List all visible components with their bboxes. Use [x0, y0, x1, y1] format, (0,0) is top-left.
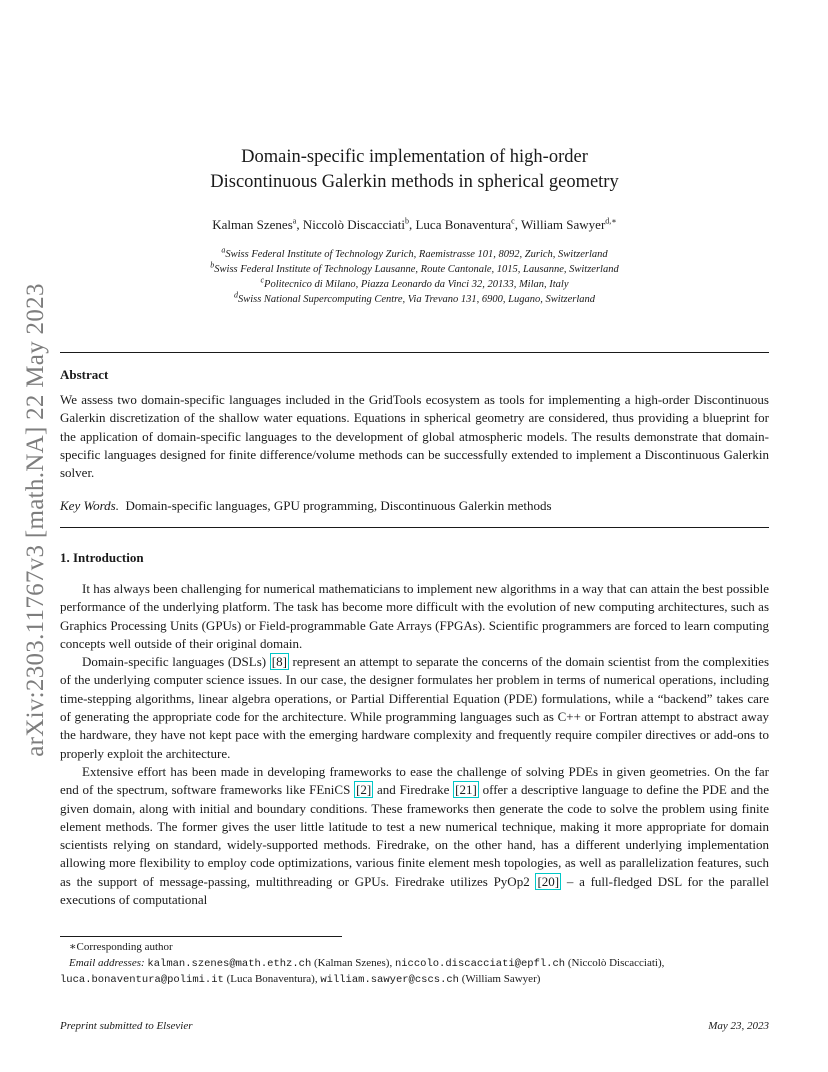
citation-link[interactable]: [21] [455, 782, 477, 798]
title-line-1: Domain-specific implementation of high-order [241, 147, 588, 167]
author-list [60, 217, 769, 233]
footer-left: Preprint submitted to Elsevier [60, 1020, 193, 1032]
author: William Sawyer$^{d,∗}$ [520, 216, 617, 232]
citation-link[interactable]: [8] [271, 654, 287, 670]
footnote [60, 940, 769, 989]
footnote-rule [60, 936, 342, 937]
arxiv-sidebar [0, 0, 56, 1072]
paragraph: Domain-specific languages (DSLs) [8] represent an attempt to separate the concerns of the domain scientist from the complexities of the underlying computer science issues. In our case, the designer formulates her problem in terms of numerical operations, including time-stepping algorithms, linear algebra operations, or Partial Differential Equation (PDE) formulations, while a “backend” takes care of generating the appropriate code for the architecture. While programming languages such as C++ or Fortran attempt to abstract away the hardware, they have not kept pace with the emerging hardware complexity and frequently require compiler directives or add-ons to properly exploit the architecture. [60, 654, 770, 761]
introduction-body [60, 580, 769, 909]
keywords-text: Domain-specific languages, GPU programming, Discontinuous Galerkin methods [125, 498, 552, 513]
author: Luca Bonaventura$^c$, [415, 216, 521, 232]
affiliation: $^d$Swiss National Supercomputing Centre, Via Trevano 131, 6900, Lugano, Switzerland [233, 290, 596, 305]
arxiv-identifier: arXiv:2303.11767v3 [math.NA] 22 May 2023 [22, 283, 49, 757]
affiliation: $^c$Politecnico di Milano, Piazza Leonardo da Vinci 32, 20133, Milan, Italy [260, 275, 569, 290]
affiliation: $^a$Swiss Federal Institute of Technology Zurich, Raemistrasse 101, 8092, Zurich, Switzerland [221, 245, 608, 260]
paragraph: It has always been challenging for numerical mathematicians to implement new algorithms in a way that can attain the best possible performance of the underlying platform. The task has become more difficult with the evolution of new computing architectures, such as Graphics Processing Units (GPUs) or Field-programmable Gate Arrays (FPGAs). Scientific programmers are forced to learn computing concepts well outside of their original domain. [60, 581, 769, 651]
paragraph: Extensive effort has been made in developing frameworks to ease the challenge of solving PDEs in given geometries. On the far end of the spectrum, software frameworks like FEniCS [2] and Firedrake [21] offer a descriptive language to define the PDE and the given domain, along with initial and boundary conditions. These frameworks then generate the code to solve the problem using finite element methods. The former gives the user little latitude to test a new numerical technique, making it more appropriate for domain scientists relying on standard, widely-supported methods. Firedrake, on the other hand, has a different underlying implementation allowing more flexibility to employ code optimizations, various finite element mesh topologies, as well as parallelization features, such as the support of message-passing, multithreading or GPUs. Firedrake utilizes PyOp2 [20] – a full-fledged DSL for the parallel executions of computational [60, 763, 770, 908]
email-link[interactable]: kalman.szenes@math.ethz.ch [147, 957, 312, 970]
citation-link[interactable]: [20] [537, 873, 560, 889]
title-line-2: Discontinuous Galerkin methods in spherical geometry [210, 172, 619, 192]
affiliation: $^b$Swiss Federal Institute of Technology Lausanne, Route Cantonale, 1015, Lausanne, Switzerland [210, 260, 619, 275]
abstract-heading: Abstract [60, 367, 109, 382]
author: Niccolò Discacciati$^b$, [302, 216, 416, 232]
email-link[interactable]: luca.bonaventura@polimi.it [60, 974, 224, 986]
email-link[interactable]: niccolo.discacciati@epfl.ch [394, 957, 566, 970]
footer-date: May 23, 2023 [708, 1020, 769, 1032]
email-addresses: Email addresses: kalman.szenes@math.ethz.ch (Kalman Szenes), niccolo.discacciati@epfl.ch (Niccolò Discacciati), luca.bonaventura@polimi.it (Luca Bonaventura), william.sawyer@cscs.ch (William Sawyer) [60, 956, 665, 986]
corresponding-author-note: ∗Corresponding author [69, 941, 173, 953]
abstract-top-rule [60, 352, 769, 353]
citation-link[interactable]: [2] [356, 782, 372, 798]
email-link[interactable]: william.sawyer@cscs.ch [320, 974, 459, 986]
keywords-label: Key Words. [60, 498, 119, 513]
affiliations [60, 247, 769, 307]
abstract-text: We assess two domain-specific languages included in the GridTools ecosystem as tools for implementing a high-order Discontinuous Galerkin discretization of the shallow water equations. Equations in spherical geometry are considered, thus providing a blueprint for the application of domain-specific languages to the development of global atmospheric models. The results demonstrate that domain-specific languages designed for finite difference/volume methods can be successfully extended to implement a Discontinuous Galerkin solver. [60, 392, 769, 481]
keywords [60, 498, 552, 514]
author: Kalman Szenes$^a$, [212, 216, 303, 232]
abstract-bottom-rule [60, 527, 769, 528]
section-heading: 1. Introduction [60, 550, 144, 565]
paper-title [60, 145, 769, 195]
